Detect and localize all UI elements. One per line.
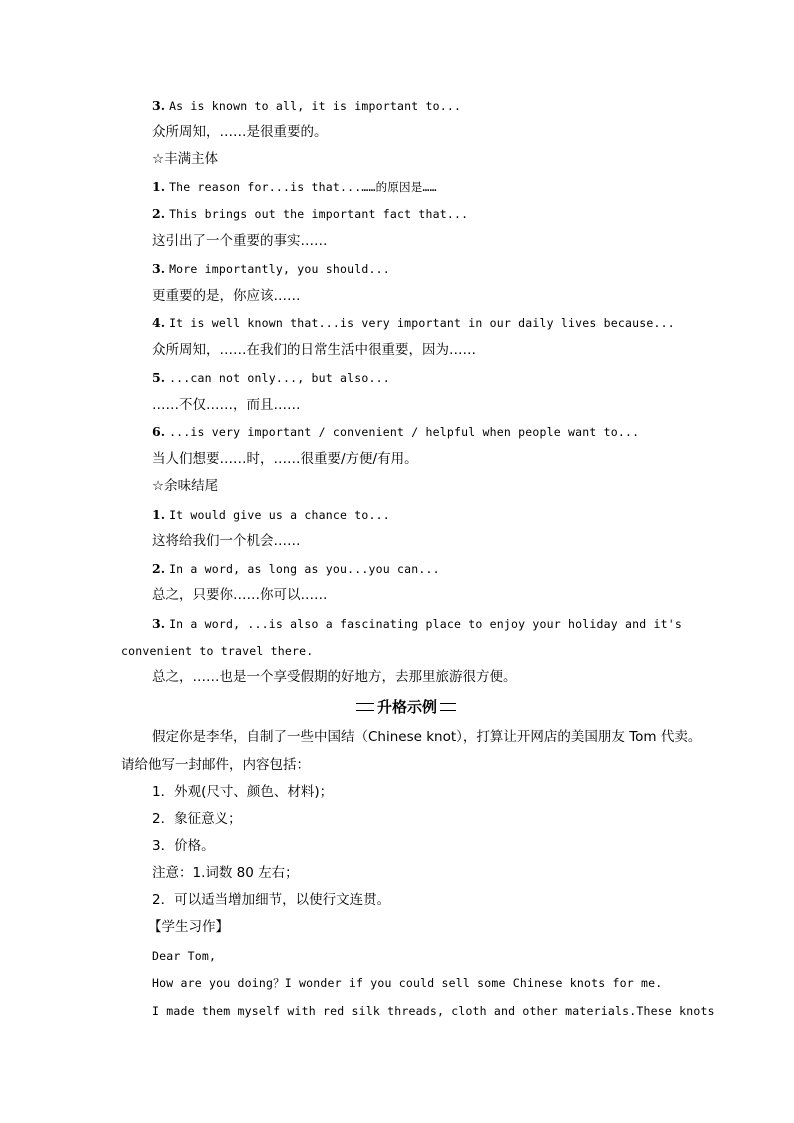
phrase-line <box>152 370 390 387</box>
essay-salutation: Dear Tom, <box>152 949 217 963</box>
chinese-translation: 众所周知，……在我们的日常生活中很重要，因为…… <box>152 342 476 358</box>
phrase-line <box>152 424 639 441</box>
english-phrase: ...can not only..., but also... <box>169 371 390 385</box>
item-number: 3. <box>152 261 166 276</box>
chinese-translation: ……不仅……，而且…… <box>152 397 301 413</box>
phrase-line <box>152 315 675 332</box>
item-number: 1. <box>152 507 166 522</box>
task-prompt-continuation: 请给他写一封邮件，内容包括： <box>121 757 310 773</box>
section-heading: ☆丰满主体 <box>152 151 219 167</box>
item-number: 5. <box>152 370 166 385</box>
english-phrase: It is well known that...is very important in our daily lives because... <box>169 316 675 330</box>
english-phrase: ...is very important / convenient / helpful when people want to... <box>169 425 640 439</box>
item-number: 4. <box>152 315 166 330</box>
task-note: 注意：1.词数 80 左右； <box>152 865 299 881</box>
banner-title: 升格示例 <box>374 696 440 717</box>
english-phrase: As is known to all, it is important to... <box>169 99 462 113</box>
section-banner <box>356 697 456 715</box>
item-number: 2. <box>152 561 166 576</box>
item-number: 1. <box>152 179 166 194</box>
task-requirement: 1．外观(尺寸、颜色、材料)； <box>152 784 334 800</box>
essay-line: I made them myself with red silk threads, cloth and other materials.These knots <box>152 1004 715 1018</box>
phrase-line <box>152 561 440 578</box>
student-essay-heading: 【学生习作】 <box>148 919 229 935</box>
task-requirement: 3．价格。 <box>152 838 215 854</box>
english-phrase: The reason for...is that...……的原因是…… <box>169 180 437 194</box>
chinese-translation: 更重要的是，你应该…… <box>152 288 301 304</box>
chinese-translation: 这引出了一个重要的事实…… <box>152 233 328 249</box>
english-phrase: It would give us a chance to... <box>169 508 390 522</box>
item-number: 2. <box>152 206 166 221</box>
phrase-line <box>152 206 468 223</box>
phrase-line <box>152 179 437 196</box>
phrase-line <box>152 507 390 524</box>
phrase-line <box>152 616 682 633</box>
english-phrase: In a word, as long as you...you can... <box>169 562 440 576</box>
english-phrase: More importantly, you should... <box>169 262 390 276</box>
chinese-translation: 总之，……也是一个享受假期的好地方，去那里旅游很方便。 <box>152 669 517 685</box>
essay-line: How are you doing？I wonder if you could sell some Chinese knots for me. <box>152 976 663 990</box>
chinese-translation: 当人们想要……时，……很重要/方便/有用。 <box>152 451 418 467</box>
task-requirement: 2．象征意义； <box>152 811 242 827</box>
chinese-translation: 众所周知，……是很重要的。 <box>152 124 328 140</box>
phrase-line <box>152 98 461 115</box>
english-phrase: This brings out the important fact that... <box>169 207 469 221</box>
item-number: 3. <box>152 98 166 113</box>
task-prompt: 假定你是李华，自制了一些中国结（Chinese knot），打算让开网店的美国朋友 Tom 代卖。 <box>152 729 702 745</box>
item-number: 3. <box>152 616 166 631</box>
chinese-translation: 总之，只要你……你可以…… <box>152 587 328 603</box>
section-heading: ☆余味结尾 <box>152 478 219 494</box>
english-phrase-continuation: convenient to travel there. <box>121 644 314 658</box>
task-note: 2．可以适当增加细节，以使行文连贯。 <box>152 892 391 908</box>
phrase-line <box>152 261 390 278</box>
chinese-translation: 这将给我们一个机会…… <box>152 533 301 549</box>
english-phrase: In a word, ...is also a fascinating place to enjoy your holiday and it's <box>169 617 682 631</box>
item-number: 6. <box>152 424 166 439</box>
